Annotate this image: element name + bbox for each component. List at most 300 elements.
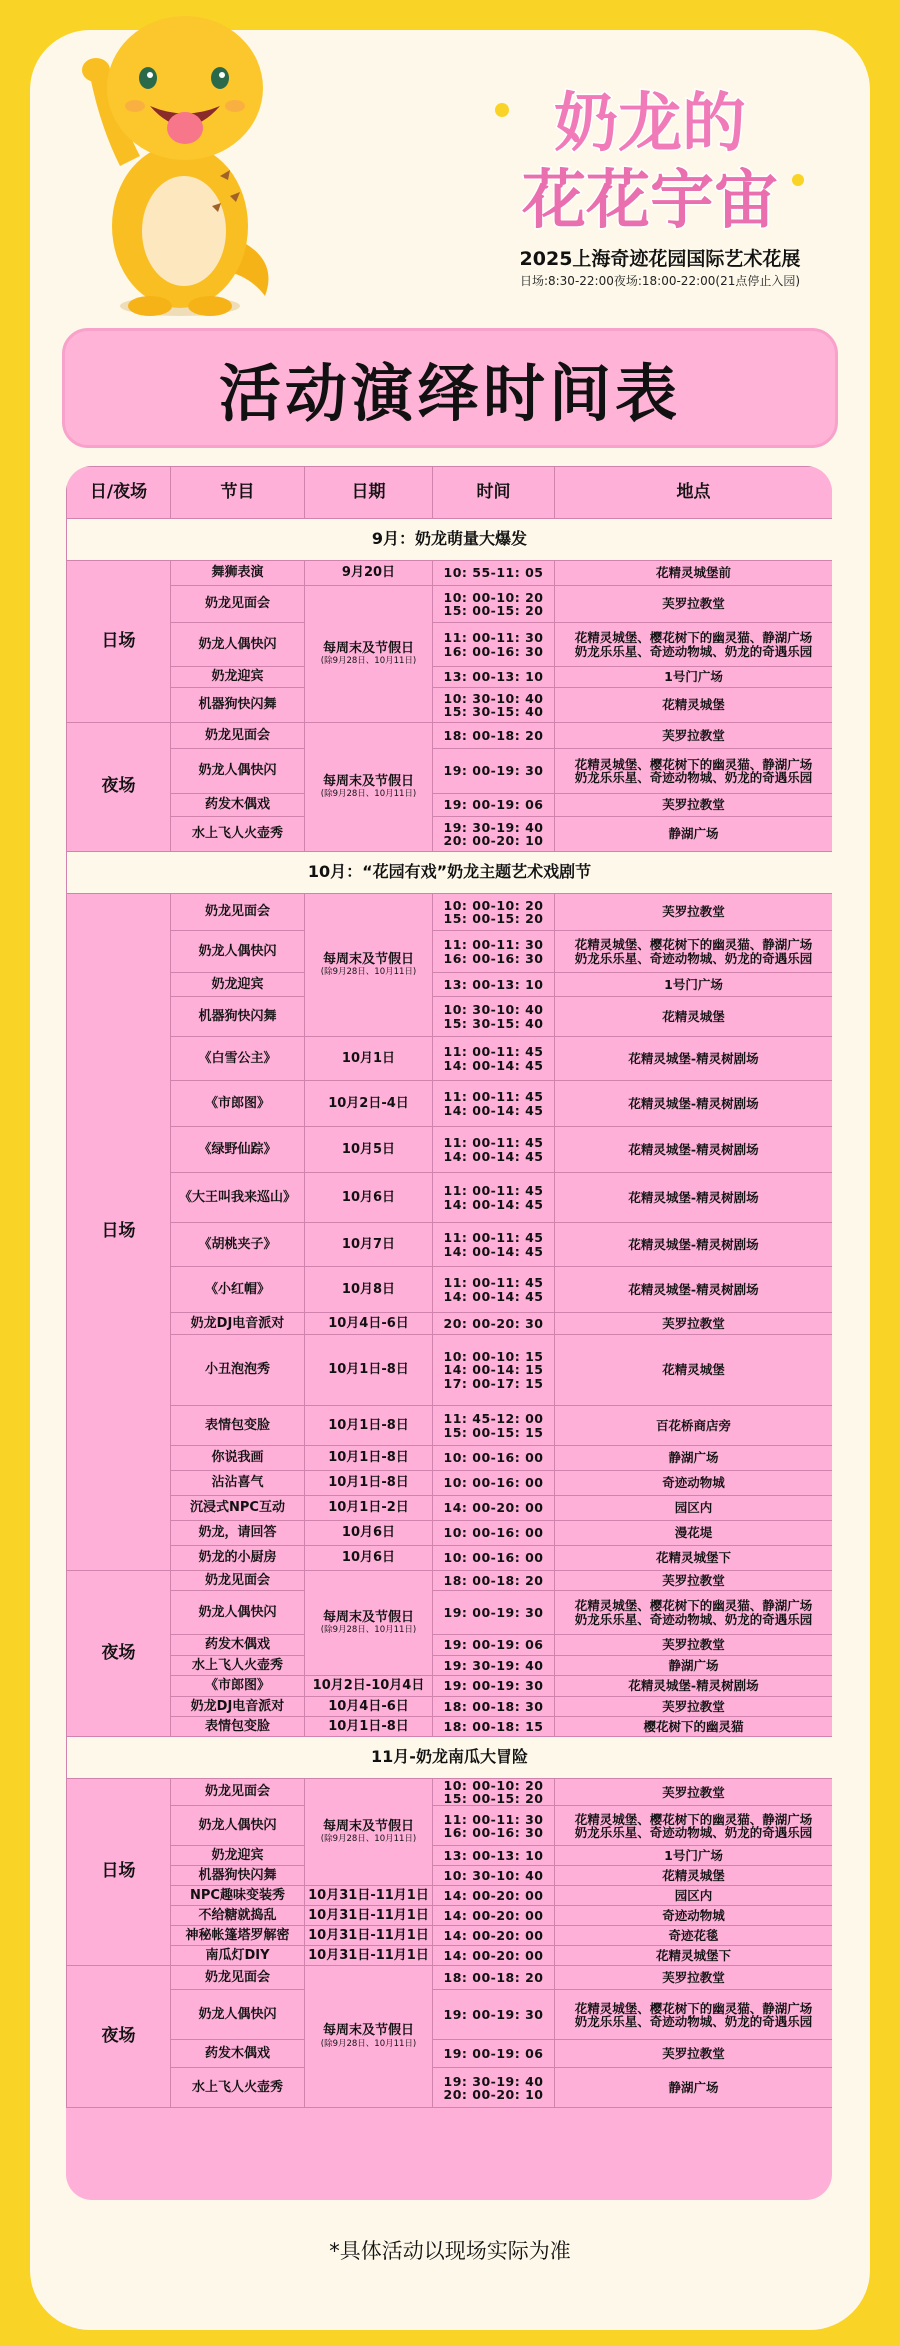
time-slot: 11: 00-11: 30	[443, 1811, 544, 1827]
location-cell	[555, 1779, 833, 1806]
time-slot: 10: 00-10: 20	[443, 589, 544, 605]
location-cell	[555, 1906, 833, 1926]
time-slot: 20: 00-20: 10	[443, 2086, 544, 2102]
location-line: 芙罗拉教堂	[662, 1572, 725, 1588]
schedule-table-container	[66, 466, 832, 2200]
location-cell	[555, 723, 833, 749]
time-cell	[433, 1406, 555, 1446]
time-slot: 11: 00-11: 30	[443, 937, 544, 953]
svg-text:花花宇宙: 花花宇宙	[522, 164, 778, 238]
location-cell	[555, 1471, 833, 1496]
time-cell	[433, 894, 555, 931]
table-row	[67, 1806, 833, 1846]
time-cell	[433, 623, 555, 667]
time-cell	[433, 1546, 555, 1571]
time-slot: 11: 00-11: 45	[443, 1230, 544, 1246]
table-row	[67, 931, 833, 973]
table-row	[67, 1471, 833, 1496]
table-row	[67, 623, 833, 667]
time-slot: 18: 00-18: 20	[443, 1970, 544, 1986]
time-cell	[433, 1496, 555, 1521]
program-cell: 机器狗快闪舞	[171, 997, 305, 1037]
location-cell	[555, 1081, 833, 1127]
location-line: 百花桥商店旁	[655, 1417, 731, 1433]
program-cell: 奶龙见面会	[171, 1571, 305, 1591]
location-cell	[555, 973, 833, 997]
location-line: 花精灵城堡、樱花树下的幽灵猫、静湖广场	[574, 1811, 813, 1827]
location-cell	[555, 1926, 833, 1946]
program-cell: 沾沾喜气	[171, 1471, 305, 1496]
program-cell: 奶龙，请回答	[171, 1521, 305, 1546]
location-line: 花精灵城堡-精灵树剧场	[628, 1281, 759, 1297]
time-slot: 19: 30-19: 40	[443, 1657, 544, 1673]
location-cell	[555, 1846, 833, 1866]
date-cell: 10月1日-8日	[305, 1471, 433, 1496]
location-line: 花精灵城堡前	[655, 565, 731, 581]
opening-hours: 日场:8:30-22:00夜场:18:00-22:00(21点停止入园)	[519, 274, 801, 288]
time-cell	[433, 997, 555, 1037]
location-line: 静湖广场	[668, 826, 719, 842]
time-slot: 19: 00-19: 06	[443, 1637, 544, 1653]
table-row	[67, 1546, 833, 1571]
time-cell	[433, 794, 555, 817]
table-row	[67, 1906, 833, 1926]
session-cell: 日场	[67, 561, 171, 723]
time-cell	[433, 1656, 555, 1676]
time-cell	[433, 1990, 555, 2040]
location-line: 花精灵城堡-精灵树剧场	[628, 1189, 759, 1205]
table-row	[67, 1446, 833, 1471]
time-cell	[433, 1037, 555, 1081]
date-cell: 10月31日-11月1日	[305, 1906, 433, 1926]
time-slot: 19: 30-19: 40	[443, 819, 544, 835]
location-line: 花精灵城堡	[662, 697, 725, 713]
date-exception-note: (除9月28日、10月11日)	[320, 1834, 417, 1845]
time-cell	[433, 723, 555, 749]
program-cell: 沉浸式NPC互动	[171, 1496, 305, 1521]
table-row	[67, 1406, 833, 1446]
time-cell	[433, 1127, 555, 1173]
date-cell: 10月1日	[305, 1037, 433, 1081]
time-cell	[433, 1521, 555, 1546]
date-cell: 10月2日-10月4日	[305, 1676, 433, 1697]
location-line: 奶龙乐乐星、奇迹动物城、奶龙的奇遇乐园	[574, 1824, 813, 1840]
time-slot: 10: 00-16: 00	[443, 1550, 544, 1566]
table-row	[67, 1966, 833, 1990]
time-cell	[433, 973, 555, 997]
program-cell: 表情包变脸	[171, 1717, 305, 1737]
time-slot: 20: 00-20: 30	[443, 1315, 544, 1331]
date-cell: 10月1日-2日	[305, 1496, 433, 1521]
table-row	[67, 794, 833, 817]
table-row	[67, 2068, 833, 2108]
location-cell	[555, 749, 833, 794]
time-slot: 15: 00-15: 15	[443, 1424, 544, 1440]
time-cell	[433, 667, 555, 688]
date-cell: 10月1日-8日	[305, 1446, 433, 1471]
time-slot: 20: 00-20: 10	[443, 833, 544, 848]
event-logo	[480, 70, 820, 240]
location-cell	[555, 1173, 833, 1223]
time-cell	[433, 1267, 555, 1313]
table-row	[67, 973, 833, 997]
table-row	[67, 1946, 833, 1966]
location-cell	[555, 1446, 833, 1471]
location-cell	[555, 1406, 833, 1446]
program-cell: 小丑泡泡秀	[171, 1335, 305, 1406]
program-cell: 《市郎图》	[171, 1676, 305, 1697]
location-line: 花精灵城堡-精灵树剧场	[628, 1678, 759, 1694]
time-slot: 17: 00-17: 15	[443, 1375, 544, 1391]
time-slot: 14: 00-14: 45	[443, 1057, 544, 1073]
time-slot: 13: 00-13: 10	[443, 669, 544, 685]
program-cell: 奶龙见面会	[171, 723, 305, 749]
time-cell	[433, 1571, 555, 1591]
program-cell: 《小红帽》	[171, 1267, 305, 1313]
table-header-row	[67, 467, 833, 519]
time-slot: 18: 00-18: 15	[443, 1718, 544, 1734]
location-cell	[555, 1571, 833, 1591]
program-cell: 奶龙人偶快闪	[171, 1806, 305, 1846]
month-header-row	[67, 519, 833, 561]
location-cell	[555, 1717, 833, 1737]
time-slot: 14: 00-14: 45	[443, 1148, 544, 1164]
location-line: 芙罗拉教堂	[662, 1970, 725, 1986]
time-cell	[433, 586, 555, 623]
date-cell: 10月1日-8日	[305, 1717, 433, 1737]
date-exception-note: (除9月28日、10月11日)	[320, 656, 417, 667]
table-row	[67, 1886, 833, 1906]
date-cell: 10月31日-11月1日	[305, 1926, 433, 1946]
program-cell: 奶龙迎宾	[171, 1846, 305, 1866]
date-exception-note: (除9月28日、10月11日)	[320, 967, 417, 978]
time-slot: 10: 00-16: 00	[443, 1475, 544, 1491]
date-cell: 每周末及节假日 (除9月28日、10月11日)	[305, 1571, 433, 1676]
time-slot: 11: 00-11: 45	[443, 1135, 544, 1151]
time-slot: 15: 00-15: 20	[443, 911, 544, 926]
table-row	[67, 1926, 833, 1946]
time-slot: 14: 00-14: 45	[443, 1102, 544, 1118]
location-line: 1号门广场	[664, 669, 723, 685]
location-cell	[555, 623, 833, 667]
program-cell: 奶龙人偶快闪	[171, 749, 305, 794]
table-row	[67, 667, 833, 688]
footer-note: *具体活动以现场实际为准	[329, 2239, 571, 2263]
location-line: 奇迹动物城	[662, 1475, 725, 1491]
location-cell	[555, 1886, 833, 1906]
program-cell: 奶龙DJ电音派对	[171, 1313, 305, 1335]
location-cell	[555, 561, 833, 586]
table-row	[67, 1223, 833, 1267]
location-cell	[555, 1676, 833, 1697]
date-cell: 10月6日	[305, 1521, 433, 1546]
time-slot: 14: 00-20: 00	[443, 1888, 544, 1904]
date-cell: 10月4日-6日	[305, 1313, 433, 1335]
location-line: 芙罗拉教堂	[662, 1784, 725, 1800]
location-cell	[555, 817, 833, 852]
time-cell	[433, 817, 555, 852]
location-cell	[555, 1267, 833, 1313]
program-cell: 药发木偶戏	[171, 794, 305, 817]
time-cell	[433, 1906, 555, 1926]
location-cell	[555, 688, 833, 723]
time-cell	[433, 1223, 555, 1267]
time-slot: 11: 00-11: 30	[443, 630, 544, 646]
table-row	[67, 1990, 833, 2040]
time-slot: 14: 00-20: 00	[443, 1500, 544, 1516]
date-cell: 10月1日-8日	[305, 1335, 433, 1406]
program-cell: NPC趣味变装秀	[171, 1886, 305, 1906]
time-cell	[433, 1779, 555, 1806]
time-cell	[433, 1173, 555, 1223]
table-row	[67, 561, 833, 586]
program-cell: 《绿野仙踪》	[171, 1127, 305, 1173]
location-line: 花精灵城堡下	[655, 1948, 731, 1964]
location-cell	[555, 1037, 833, 1081]
time-cell	[433, 1886, 555, 1906]
table-row	[67, 1267, 833, 1313]
month-title: 11月-奶龙南瓜大冒险	[67, 1737, 833, 1779]
location-line: 花精灵城堡-精灵树剧场	[628, 1095, 759, 1111]
location-line: 芙罗拉教堂	[662, 1315, 725, 1331]
table-row	[67, 1697, 833, 1717]
session-cell: 日场	[67, 1779, 171, 1966]
column-header: 节目	[171, 467, 305, 519]
time-slot: 11: 00-11: 45	[443, 1183, 544, 1199]
date-cell: 10月31日-11月1日	[305, 1946, 433, 1966]
time-slot: 16: 00-16: 30	[443, 1824, 544, 1840]
date-cell: 10月6日	[305, 1546, 433, 1571]
table-row	[67, 688, 833, 723]
location-line: 花精灵城堡、樱花树下的幽灵猫、静湖广场	[574, 1598, 813, 1614]
column-header: 日/夜场	[67, 467, 171, 519]
location-line: 奶龙乐乐星、奇迹动物城、奶龙的奇遇乐园	[574, 950, 813, 966]
time-slot: 14: 00-20: 00	[443, 1908, 544, 1924]
table-row	[67, 894, 833, 931]
location-cell	[555, 997, 833, 1037]
time-slot: 10: 00-10: 20	[443, 897, 544, 913]
time-slot: 18: 00-18: 20	[443, 727, 544, 743]
table-row	[67, 1081, 833, 1127]
location-cell	[555, 1866, 833, 1886]
location-cell	[555, 1656, 833, 1676]
time-cell	[433, 1471, 555, 1496]
location-cell	[555, 1591, 833, 1635]
time-slot: 14: 00-20: 00	[443, 1928, 544, 1944]
program-cell: 你说我画	[171, 1446, 305, 1471]
time-cell	[433, 1313, 555, 1335]
time-slot: 15: 00-15: 20	[443, 603, 544, 618]
time-slot: 19: 00-19: 30	[443, 1678, 544, 1694]
schedule-table	[66, 466, 832, 2108]
location-cell	[555, 667, 833, 688]
location-line: 花精灵城堡-精灵树剧场	[628, 1050, 759, 1066]
table-row	[67, 1173, 833, 1223]
table-row	[67, 1571, 833, 1591]
session-cell: 夜场	[67, 1571, 171, 1737]
location-line: 芙罗拉教堂	[662, 596, 725, 612]
location-cell	[555, 1946, 833, 1966]
time-cell	[433, 931, 555, 973]
time-slot: 14: 00-14: 15	[443, 1362, 544, 1378]
program-cell: 奶龙DJ电音派对	[171, 1697, 305, 1717]
time-cell	[433, 1676, 555, 1697]
time-slot: 10: 00-16: 00	[443, 1525, 544, 1541]
program-cell: 奶龙见面会	[171, 586, 305, 623]
location-line: 花精灵城堡、樱花树下的幽灵猫、静湖广场	[574, 630, 813, 646]
program-cell: 舞狮表演	[171, 561, 305, 586]
time-slot: 11: 00-11: 45	[443, 1089, 544, 1105]
program-cell: 《大王叫我来巡山》	[171, 1173, 305, 1223]
program-cell: 机器狗快闪舞	[171, 1866, 305, 1886]
program-cell: 奶龙迎宾	[171, 973, 305, 997]
location-line: 芙罗拉教堂	[662, 1698, 725, 1714]
location-line: 芙罗拉教堂	[662, 1637, 725, 1653]
program-cell: 不给糖就捣乱	[171, 1906, 305, 1926]
time-cell	[433, 2040, 555, 2068]
time-slot: 15: 30-15: 40	[443, 1015, 544, 1031]
time-slot: 11: 00-11: 45	[443, 1044, 544, 1060]
table-row	[67, 1779, 833, 1806]
table-row	[67, 1521, 833, 1546]
time-slot: 11: 45-12: 00	[443, 1411, 544, 1427]
table-row	[67, 1335, 833, 1406]
date-cell: 10月8日	[305, 1267, 433, 1313]
program-cell: 奶龙人偶快闪	[171, 1591, 305, 1635]
table-row	[67, 1846, 833, 1866]
time-slot: 10: 30-10: 40	[443, 690, 544, 706]
location-cell	[555, 1635, 833, 1656]
time-cell	[433, 2068, 555, 2108]
table-row	[67, 1866, 833, 1886]
time-cell	[433, 1946, 555, 1966]
title-banner	[62, 328, 838, 448]
session-cell: 夜场	[67, 1966, 171, 2108]
location-line: 奇迹花毯	[668, 1928, 719, 1944]
time-slot: 13: 00-13: 10	[443, 976, 544, 992]
location-cell	[555, 2068, 833, 2108]
location-line: 漫花堤	[674, 1525, 713, 1541]
table-row	[67, 1313, 833, 1335]
table-row	[67, 1717, 833, 1737]
time-slot: 19: 00-19: 30	[443, 2007, 544, 2023]
program-cell: 《白雪公主》	[171, 1037, 305, 1081]
location-line: 花精灵城堡	[662, 1868, 725, 1884]
table-row	[67, 1676, 833, 1697]
location-line: 芙罗拉教堂	[662, 727, 725, 743]
time-cell	[433, 1335, 555, 1406]
location-line: 园区内	[674, 1888, 713, 1904]
time-slot: 14: 00-14: 45	[443, 1196, 544, 1212]
time-slot: 14: 00-20: 00	[443, 1948, 544, 1964]
location-line: 花精灵城堡、樱花树下的幽灵猫、静湖广场	[574, 2000, 813, 2016]
location-line: 芙罗拉教堂	[662, 904, 725, 920]
month-header-row	[67, 1737, 833, 1779]
table-row	[67, 749, 833, 794]
program-cell: 奶龙的小厨房	[171, 1546, 305, 1571]
time-cell	[433, 1446, 555, 1471]
location-cell	[555, 1223, 833, 1267]
location-line: 花精灵城堡-精灵树剧场	[628, 1236, 759, 1252]
svg-text:奶龙的: 奶龙的	[554, 87, 746, 161]
date-cell: 10月5日	[305, 1127, 433, 1173]
time-slot: 14: 00-14: 45	[443, 1288, 544, 1304]
column-header: 时间	[433, 467, 555, 519]
location-cell	[555, 1697, 833, 1717]
program-cell: 水上飞人火壶秀	[171, 1656, 305, 1676]
location-cell	[555, 1806, 833, 1846]
location-line: 花精灵城堡、樱花树下的幽灵猫、静湖广场	[574, 937, 813, 953]
table-row	[67, 1037, 833, 1081]
location-line: 静湖广场	[668, 1657, 719, 1673]
time-slot: 19: 00-19: 30	[443, 763, 544, 779]
time-cell	[433, 1081, 555, 1127]
table-row	[67, 1635, 833, 1656]
location-cell	[555, 1546, 833, 1571]
month-title: 9月：奶龙萌量大爆发	[67, 519, 833, 561]
location-line: 花精灵城堡下	[655, 1550, 731, 1566]
table-row	[67, 1591, 833, 1635]
program-cell: 药发木偶戏	[171, 2040, 305, 2068]
program-cell: 奶龙迎宾	[171, 667, 305, 688]
table-row	[67, 1656, 833, 1676]
time-slot: 10: 55-11: 05	[443, 565, 544, 581]
time-cell	[433, 1591, 555, 1635]
location-line: 静湖广场	[668, 2080, 719, 2096]
date-cell: 每周末及节假日 (除9月28日、10月11日)	[305, 723, 433, 852]
column-header: 日期	[305, 467, 433, 519]
milk-dragon-mascot	[80, 6, 280, 326]
location-line: 奶龙乐乐星、奇迹动物城、奶龙的奇遇乐园	[574, 770, 813, 785]
table-row	[67, 997, 833, 1037]
session-cell: 夜场	[67, 723, 171, 852]
program-cell: 奶龙见面会	[171, 1966, 305, 1990]
time-slot: 15: 00-15: 20	[443, 1791, 544, 1807]
month-title: 10月：“花园有戏”奶龙主题艺术戏剧节	[67, 852, 833, 894]
location-line: 樱花树下的幽灵猫	[643, 1718, 744, 1734]
program-cell: 神秘帐篷塔罗解密	[171, 1926, 305, 1946]
time-cell	[433, 561, 555, 586]
time-cell	[433, 1717, 555, 1737]
program-cell: 水上飞人火壶秀	[171, 2068, 305, 2108]
table-row	[67, 1127, 833, 1173]
location-cell	[555, 1335, 833, 1406]
location-line: 1号门广场	[664, 976, 723, 992]
location-cell	[555, 1313, 833, 1335]
time-slot: 18: 00-18: 30	[443, 1698, 544, 1714]
date-cell: 每周末及节假日 (除9月28日、10月11日)	[305, 1966, 433, 2108]
location-cell	[555, 1496, 833, 1521]
location-cell	[555, 1966, 833, 1990]
location-line: 奶龙乐乐星、奇迹动物城、奶龙的奇遇乐园	[574, 2013, 813, 2029]
time-cell	[433, 1926, 555, 1946]
location-line: 芙罗拉教堂	[662, 797, 725, 813]
date-exception-note: (除9月28日、10月11日)	[320, 2039, 417, 2050]
time-slot: 19: 30-19: 40	[443, 2073, 544, 2089]
program-cell: 奶龙见面会	[171, 894, 305, 931]
program-cell: 奶龙见面会	[171, 1779, 305, 1806]
table-row	[67, 1496, 833, 1521]
time-cell	[433, 1966, 555, 1990]
location-line: 1号门广场	[664, 1848, 723, 1864]
time-slot: 10: 00-10: 20	[443, 1778, 544, 1793]
location-line: 奇迹动物城	[662, 1908, 725, 1924]
program-cell: 奶龙人偶快闪	[171, 623, 305, 667]
date-cell: 每周末及节假日 (除9月28日、10月11日)	[305, 894, 433, 1037]
location-line: 花精灵城堡-精灵树剧场	[628, 1141, 759, 1157]
location-cell	[555, 794, 833, 817]
program-cell: 水上飞人火壶秀	[171, 817, 305, 852]
